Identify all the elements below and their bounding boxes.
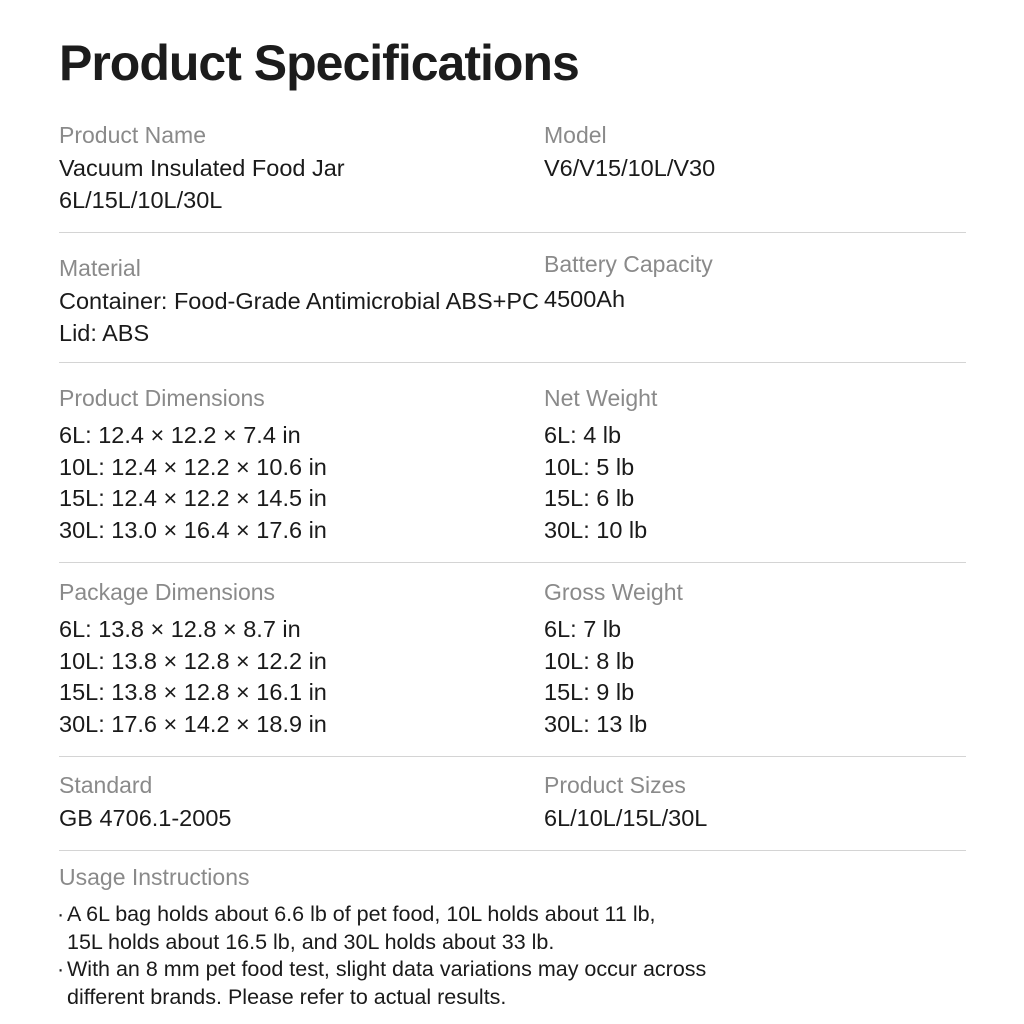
spec-label: Model [544,122,607,148]
usage-bullet-line: With an 8 mm pet food test, slight data variations may occur across [67,957,707,981]
divider [59,362,966,363]
spec-value-line: 15L: 9 lb [544,679,635,705]
spec-value-line: 6L: 7 lb [544,616,622,642]
spec-label: Net Weight [544,385,658,411]
spec-value-line: 10L: 5 lb [544,453,635,480]
spec-value-line: 4500Ah [544,286,626,312]
spec-value-line: 6L/15L/10L/30L [59,186,223,213]
spec-value [59,420,529,546]
spec-label: Product Sizes [544,772,686,798]
usage-bullet-line: 15L holds about 16.5 lb, and 30L holds about 33 lb. [67,929,555,954]
spec-value-line: 15L: 6 lb [544,485,635,511]
spec-value-line: Lid: ABS [59,319,150,346]
spec-label: Gross Weight [544,579,683,605]
spec-value-line: 6L: 12.4 × 12.2 × 7.4 in [59,422,301,448]
spec-label: Standard [59,772,153,798]
usage-bullet [59,956,966,1011]
spec-value [544,803,964,835]
spec-value [544,420,964,546]
spec-value [544,153,964,185]
page-title: Product Specifications [59,35,579,91]
spec-value [544,284,964,316]
spec-value [59,153,529,216]
spec-value [544,614,964,740]
spec-value-line: Container: Food-Grade Antimicrobial ABS+PC [59,288,540,314]
spec-value-line: Vacuum Insulated Food Jar [59,155,345,181]
spec-material [59,252,540,349]
spec-value-line: 10L: 13.8 × 12.8 × 12.2 in [59,647,327,674]
spec-standard [59,769,529,835]
bullet-dot-icon: · [57,902,65,926]
spec-value-line: 10L: 8 lb [544,647,635,674]
spec-model [544,119,964,185]
spec-value-line: 30L: 17.6 × 14.2 × 18.9 in [59,710,327,737]
spec-value-line: 30L: 13.0 × 16.4 × 17.6 in [59,516,327,543]
spec-value-line: V6/V15/10L/V30 [544,155,716,181]
spec-label: Battery Capacity [544,251,713,277]
spec-value-line: 30L: 13 lb [544,710,648,737]
spec-gross-weight [544,576,964,740]
spec-value-line: 30L: 10 lb [544,516,648,543]
divider [59,850,966,851]
spec-value-line: 15L: 12.4 × 12.2 × 14.5 in [59,485,327,511]
spec-value-line: 10L: 12.4 × 12.2 × 10.6 in [59,453,327,480]
usage-instructions [59,861,966,1011]
spec-label: Package Dimensions [59,579,276,605]
usage-bullet-line: different brands. Please refer to actual results. [67,984,507,1009]
spec-value-line: 6L/10L/15L/30L [544,805,708,831]
usage-bullet-line: A 6L bag holds about 6.6 lb of pet food, 10L holds about 11 lb, [67,902,656,926]
spec-net-weight [544,382,964,546]
divider [59,756,966,757]
spec-value [59,803,529,835]
usage-label: Usage Instructions [59,864,250,890]
spec-product-name [59,119,529,216]
usage-bullet [59,901,966,956]
divider [59,232,966,233]
spec-value [59,614,529,740]
spec-value-line: GB 4706.1-2005 [59,805,232,831]
bullet-dot-icon: · [57,957,65,981]
spec-label: Product Dimensions [59,385,265,411]
spec-product-dimensions [59,382,529,546]
spec-value-line: 15L: 13.8 × 12.8 × 16.1 in [59,679,327,705]
spec-label: Product Name [59,122,207,148]
spec-value-line: 6L: 13.8 × 12.8 × 8.7 in [59,616,301,642]
spec-package-dimensions [59,576,529,740]
spec-value [59,286,540,349]
divider [59,562,966,563]
spec-battery-capacity [544,248,964,316]
spec-product-sizes [544,769,964,835]
spec-value-line: 6L: 4 lb [544,422,622,448]
spec-label: Material [59,255,141,281]
spec-sheet [59,0,966,1024]
